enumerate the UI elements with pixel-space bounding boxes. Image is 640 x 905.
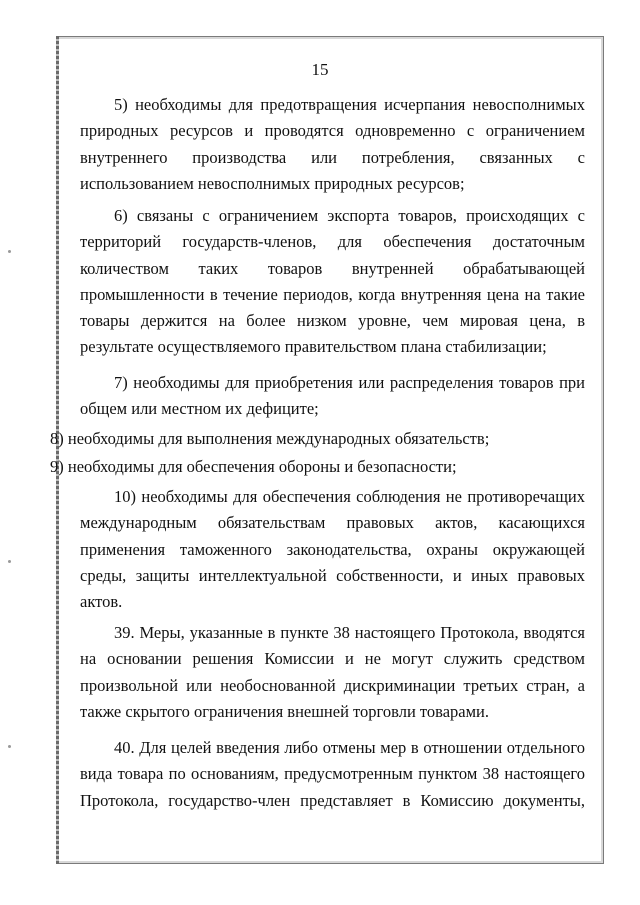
text-line: международным обязательствам правовых актов, касающихся bbox=[80, 513, 585, 533]
text-line: результате осуществляемого правительством плана стабилизации; bbox=[80, 337, 547, 357]
paragraph-point-40 bbox=[80, 735, 585, 814]
text-line: 9) необходимы для обеспечения обороны и безопасности; bbox=[50, 457, 457, 476]
paragraph-item-6 bbox=[80, 203, 585, 361]
text-line: 7) необходимы для приобретения или распределения товаров при bbox=[114, 373, 585, 392]
text-line: применения таможенного законодательства, охраны окружающей bbox=[80, 539, 585, 559]
text-line: 6) связаны с ограничением экспорта товаров, происходящих с bbox=[114, 206, 585, 225]
text-line: промышленности в течение периодов, когда внутренняя цена на такие bbox=[80, 284, 585, 304]
text-line: товары держится на более низком уровне, чем мировая цена, в bbox=[80, 311, 585, 331]
text-line: на основании решения Комиссии и не могут служить средством bbox=[80, 649, 585, 669]
text-line: 8) необходимы для выполнения международных обязательств; bbox=[50, 429, 490, 448]
text-line: природных ресурсов и проводятся одновременно с ограничением bbox=[80, 121, 585, 141]
text-line: среды, защиты интеллектуальной собственности, и иных правовых bbox=[80, 565, 585, 585]
text-line: вида товара по основаниям, предусмотренным пунктом 38 настоящего bbox=[80, 764, 585, 784]
page-number: 15 bbox=[311, 60, 329, 79]
scan-artifact bbox=[8, 745, 11, 748]
text-line: территорий государств-членов, для обеспечения достаточным bbox=[80, 232, 585, 252]
text-line: количеством таких товаров внутренней обрабатывающей bbox=[80, 258, 585, 278]
text-line: 5) необходимы для предотвращения исчерпания невосполнимых bbox=[114, 95, 585, 114]
scan-artifact bbox=[8, 250, 11, 253]
paragraph-item-8 bbox=[50, 426, 555, 452]
text-line: 39. Меры, указанные в пункте 38 настоящего Протокола, вводятся bbox=[114, 623, 585, 642]
paragraph-item-9 bbox=[50, 454, 555, 480]
text-line: общем или местном их дефиците; bbox=[80, 399, 319, 419]
paragraph-item-10 bbox=[80, 484, 585, 615]
text-line: также скрытого ограничения внешней торговли товарами. bbox=[80, 701, 490, 721]
text-line: внутреннего производства или потребления, связанных с bbox=[80, 147, 585, 167]
paragraph-item-5 bbox=[80, 92, 585, 197]
text-line: 40. Для целей введения либо отмены мер в отношении отдельного bbox=[114, 738, 585, 757]
paragraph-point-39 bbox=[80, 620, 585, 725]
text-line: произвольной или необоснованной дискриминации третьих стран, а bbox=[80, 675, 585, 695]
text-line: 10) необходимы для обеспечения соблюдения не противоречащих bbox=[114, 487, 585, 506]
text-line: Протокола, государство-член представляет в Комиссию документы, bbox=[80, 790, 585, 810]
text-line: актов. bbox=[80, 592, 123, 612]
scan-artifact bbox=[8, 560, 11, 563]
text-line: использованием невосполнимых природных ресурсов; bbox=[80, 173, 465, 193]
paragraph-item-7 bbox=[80, 370, 585, 423]
